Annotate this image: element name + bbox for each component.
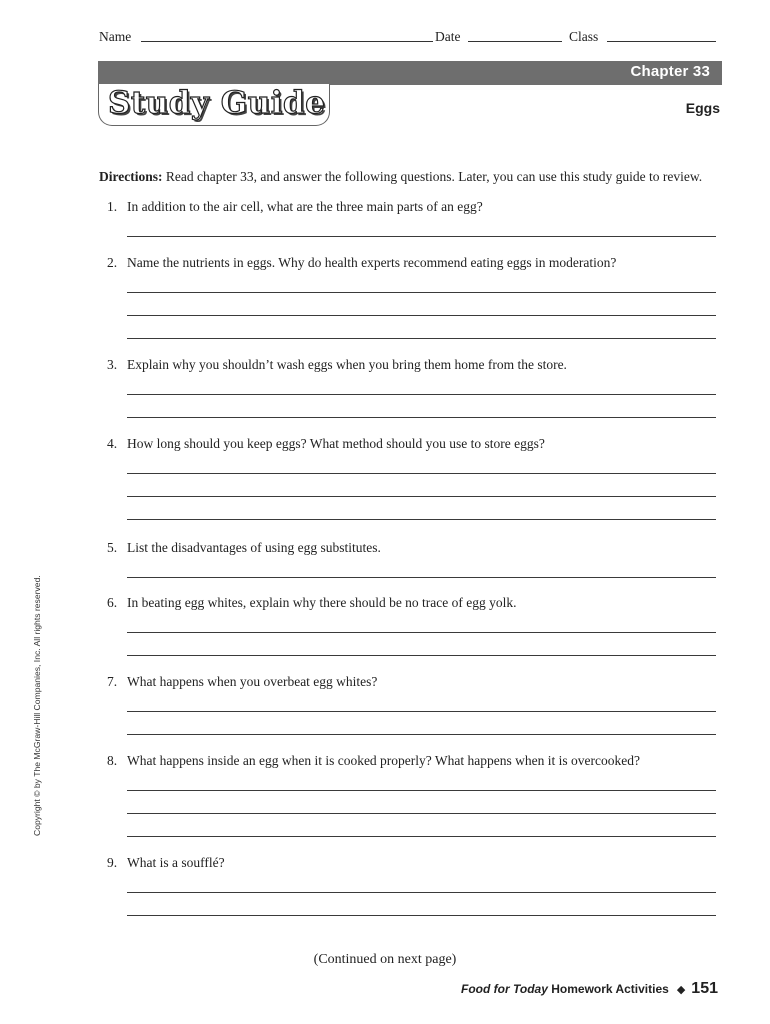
question-number: 7. <box>107 674 118 689</box>
question-text: In addition to the air cell, what are the three main parts of an egg? <box>127 199 483 214</box>
question-6 <box>107 594 717 612</box>
question-5 <box>107 539 717 557</box>
page-number: 151 <box>691 980 718 997</box>
question-2 <box>107 254 717 272</box>
question-number: 2. <box>107 255 118 270</box>
answer-line[interactable] <box>127 338 716 339</box>
class-label: Class <box>569 29 599 44</box>
question-number: 6. <box>107 595 118 610</box>
answer-line[interactable] <box>127 790 716 791</box>
question-1 <box>107 198 717 216</box>
question-text: List the disadvantages of using egg substitutes. <box>127 540 381 555</box>
answer-line[interactable] <box>127 813 716 814</box>
chapter-label: Chapter 33 <box>630 63 710 80</box>
question-text: In beating egg whites, explain why there should be no trace of egg yolk. <box>127 595 517 610</box>
question-text: What is a soufflé? <box>127 855 225 870</box>
topic-label: Eggs <box>685 100 720 116</box>
question-number: 8. <box>107 753 118 768</box>
book-title: Food for Today <box>461 982 548 996</box>
name-blank[interactable] <box>141 41 433 42</box>
study-guide-tab <box>98 84 330 126</box>
diamond-icon: ◆ <box>676 984 686 996</box>
question-number: 9. <box>107 855 118 870</box>
student-info-fields <box>99 29 716 47</box>
answer-line[interactable] <box>127 519 716 520</box>
question-7 <box>107 673 717 691</box>
answer-line[interactable] <box>127 711 716 712</box>
copyright-notice: Copyright © by The McGraw-Hill Companies, Inc. All rights reserved. <box>32 575 42 836</box>
class-field[interactable] <box>569 29 598 45</box>
class-blank[interactable] <box>607 41 716 42</box>
directions-label: Directions: <box>99 169 163 184</box>
footer-suffix: Homework Activities <box>547 982 669 996</box>
answer-line[interactable] <box>127 577 716 578</box>
answer-line[interactable] <box>127 473 716 474</box>
chapter-banner <box>98 61 722 85</box>
page-footer <box>461 980 718 998</box>
name-field[interactable] <box>99 29 131 45</box>
question-4 <box>107 435 717 453</box>
date-blank[interactable] <box>468 41 562 42</box>
name-label: Name <box>99 29 132 44</box>
directions-text: Read chapter 33, and answer the following questions. Later, you can use this study guide to review. <box>162 169 703 184</box>
question-text: How long should you keep eggs? What method should you use to store eggs? <box>127 436 545 451</box>
question-text: Name the nutrients in eggs. Why do health experts recommend eating eggs in moderation? <box>127 255 617 270</box>
date-field[interactable] <box>435 29 460 45</box>
question-number: 1. <box>107 199 118 214</box>
question-text: What happens when you overbeat egg whites? <box>127 674 378 689</box>
answer-line[interactable] <box>127 292 716 293</box>
answer-line[interactable] <box>127 655 716 656</box>
answer-line[interactable] <box>127 734 716 735</box>
question-3 <box>107 356 717 374</box>
question-9 <box>107 854 717 872</box>
answer-line[interactable] <box>127 417 716 418</box>
question-text: Explain why you shouldn’t wash eggs when you bring them home from the store. <box>127 357 567 372</box>
answer-line[interactable] <box>127 315 716 316</box>
answer-line[interactable] <box>127 836 716 837</box>
directions <box>99 169 702 185</box>
answer-line[interactable] <box>127 915 716 916</box>
page-title: Study Guide <box>108 85 326 121</box>
date-label: Date <box>435 29 461 44</box>
question-number: 3. <box>107 357 118 372</box>
question-text: What happens inside an egg when it is cooked properly? What happens when it is overcooked? <box>127 753 640 768</box>
question-number: 4. <box>107 436 118 451</box>
question-8 <box>107 752 717 770</box>
answer-line[interactable] <box>127 892 716 893</box>
question-number: 5. <box>107 540 118 555</box>
answer-line[interactable] <box>127 394 716 395</box>
answer-line[interactable] <box>127 632 716 633</box>
answer-line[interactable] <box>127 496 716 497</box>
continued-note: (Continued on next page) <box>313 952 457 967</box>
answer-line[interactable] <box>127 236 716 237</box>
